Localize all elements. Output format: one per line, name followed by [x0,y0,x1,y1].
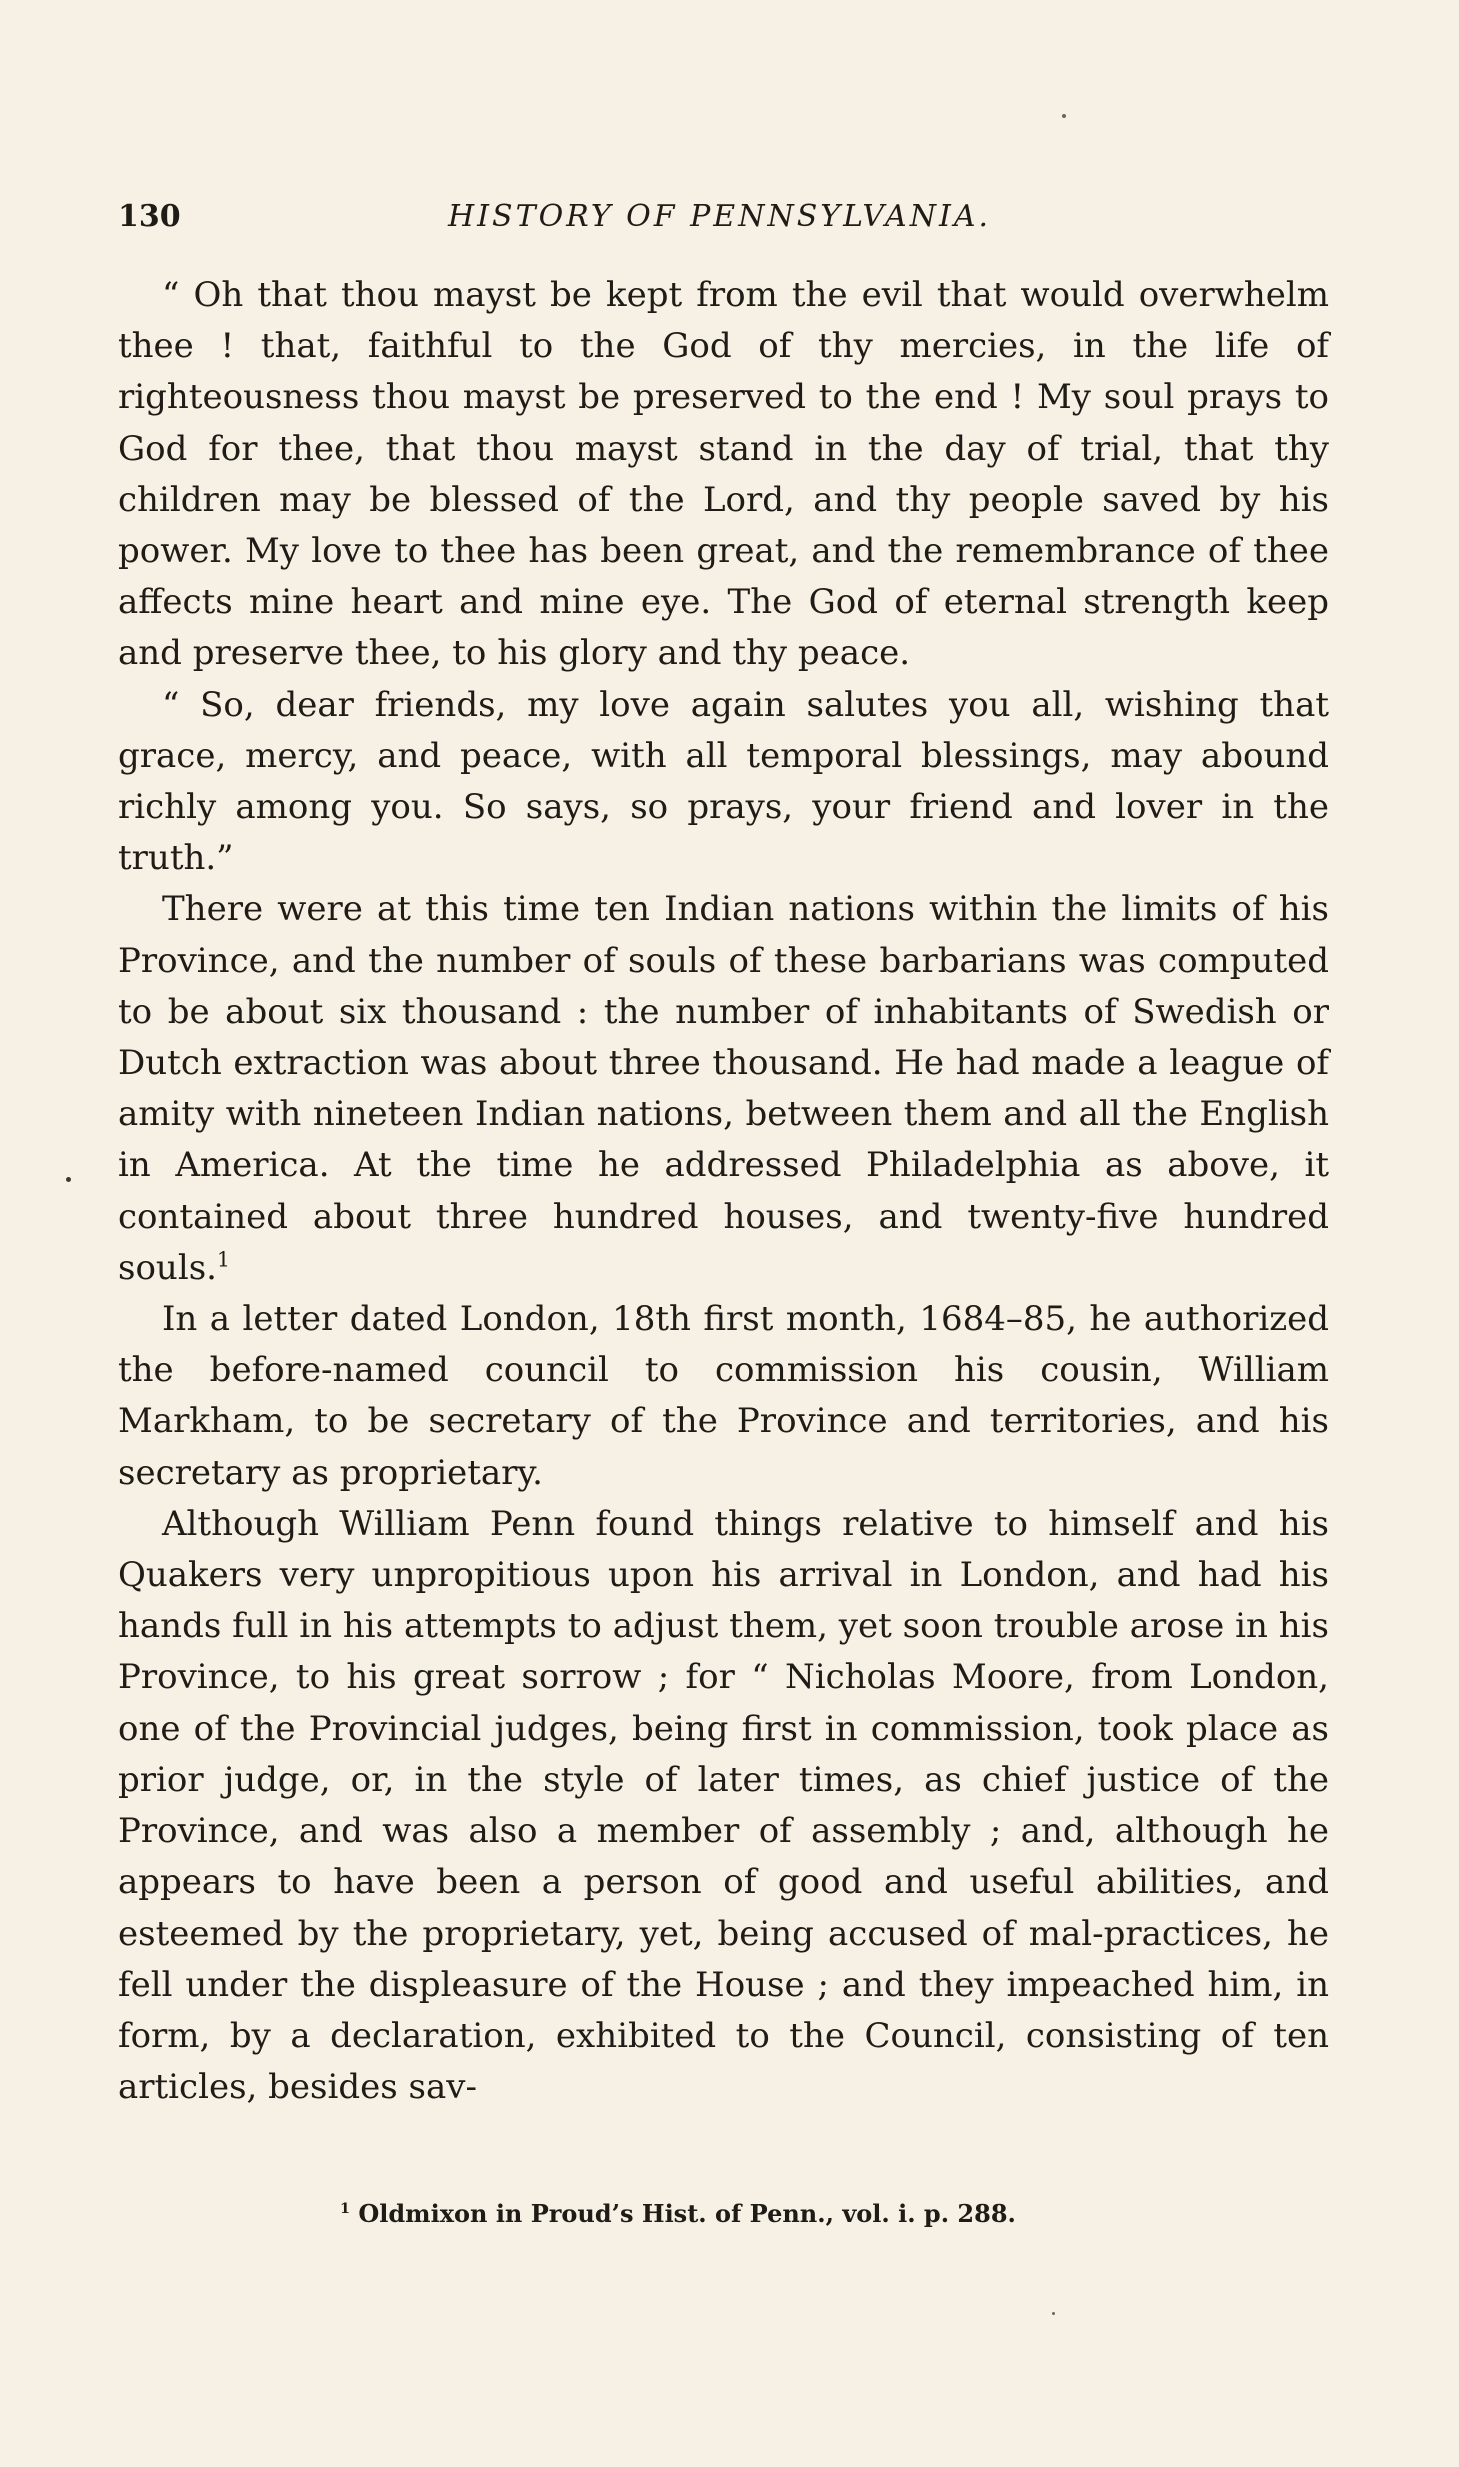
paragraph-nicholas-moore: Although William Penn found things relative to himself and his Quakers very unpropitious upon his arrival in London, and had his hands full in his attempts to adjust them, yet soon trouble arose in his Province, to his great sorrow ; for “ Nicholas Moore, from London, one of the Provincial judges, being first in commission, took place as prior judge, or, in the style of later times, as chief justice of the Province, and was also a member of assembly ; and, although he appears to have been a person of good and useful abilities, and esteemed by the proprietary, yet, being accused of mal-practices, he fell under the displeasure of the House ; and they impeached him, in form, by a declaration, exhibited to the Council, consisting of ten articles, besides sav- [118,1503,1329,2108]
page-number: 130 [118,199,181,234]
paragraph-markham-letter: In a letter dated London, 18th first month, 1684–85, he authorized the before-named council to commission his cousin, William Markham, to be secretary of the Province and territories, and his secretary as proprietary. [118,1299,1329,1493]
footnote-text: Oldmixon in Proud’s Hist. of Penn., vol. i. p. 288. [358,2199,1016,2228]
paper-speck [1052,2312,1055,2315]
paragraph-letter-blessing: “ Oh that thou mayst be kept from the evil that would overwhelm thee ! that, faithful to the God of thy mercies, in the life of righteousness thou mayst be preserved to the end ! My soul prays to God for thee, that thou mayst stand in the day of trial, that thy children may be blessed of the Lord, and thy people saved by his power. My love to thee has been great, and the remembrance of thee affects mine heart and mine eye. The God of eternal strength keep and preserve thee, to his glory and thy peace. [118,275,1329,674]
footnote [340,2196,1016,2232]
footnote-marker: 1 [340,2200,351,2217]
paragraph-letter-closing: “ So, dear friends, my love again salutes you all, wishing that grace, mercy, and peace, with all temporal blessings, may abound richly among you. So says, so prays, your friend and lover in the truth.” [118,684,1329,879]
running-head [118,192,1329,242]
running-title: HISTORY OF PENNSYLVANIA. [448,199,992,234]
paragraph-indian-nations-text: There were at this time ten Indian nations within the limits of his Province, and the number of souls of these barbarians was computed to be about six thousand : the number of inhabitants of Swedish or Dutch extraction was about three thousand. He had made a league of amity with nineteen Indian nations, between them and all the English in America. At the time he addressed Philadelphia as above, it contained about three hundred houses, and twenty-five hundred souls. [118,889,1329,1288]
paper-speck [1062,114,1066,118]
footnote-reference: 1 [216,1247,230,1272]
paragraph-indian-nations [118,884,1329,1294]
body-text [118,270,1329,2113]
paper-speck [66,1177,71,1182]
